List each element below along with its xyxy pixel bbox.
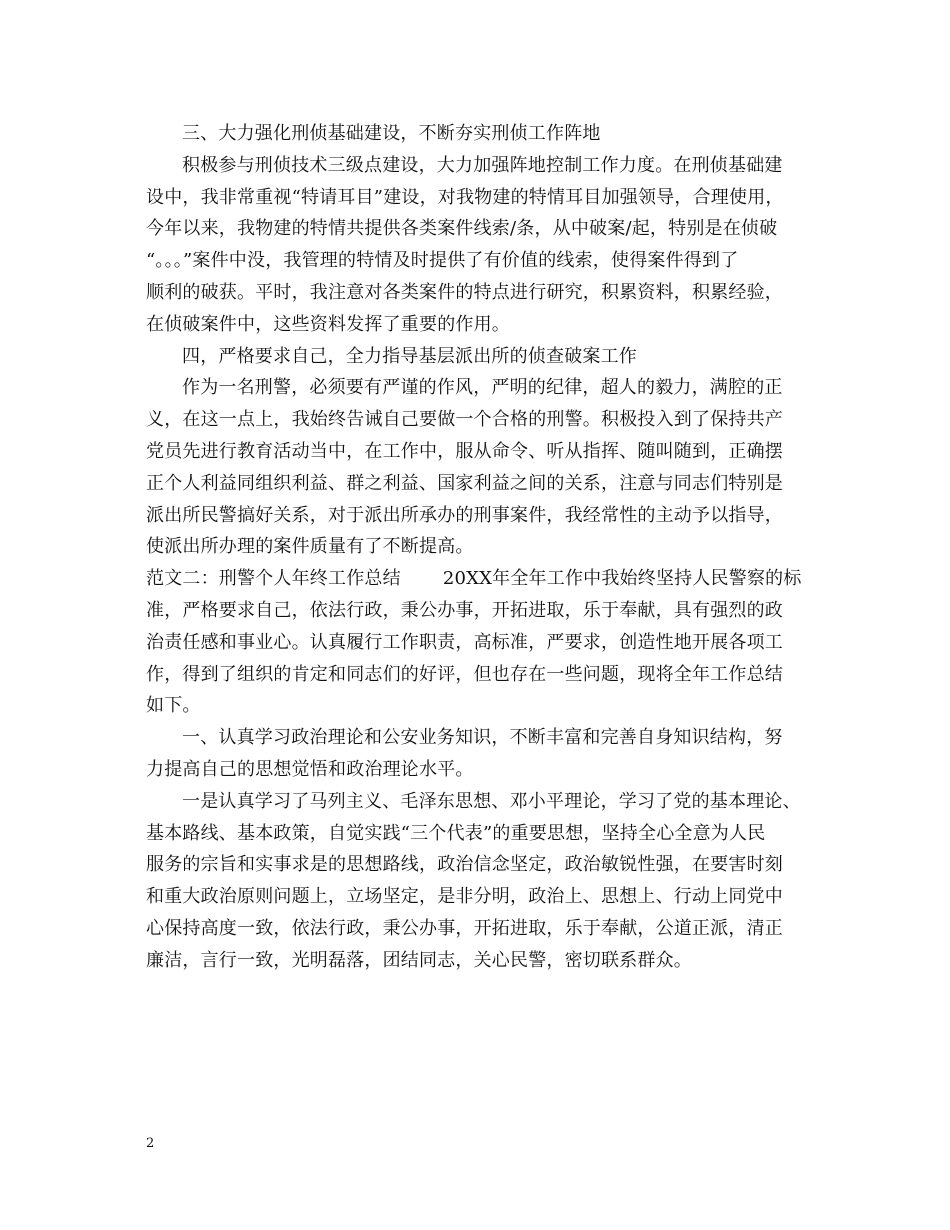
paragraph-line: 派出所民警搞好关系，对于派出所承办的刑事案件，我经常性的主动予以指导，	[146, 504, 783, 526]
paragraph-line: “。。。”案件中没，我管理的特情及时提供了有价值的线索，使得案件得到了	[146, 250, 739, 272]
sample-title: 范文二：刑警个人年终工作总结	[146, 568, 401, 590]
paragraph-line: 作，得到了组织的肯定和同志们的好评，但也存在一些问题，现将全年工作总结	[146, 663, 783, 685]
paragraph-line: 心保持高度一致，依法行政，秉公办事，开拓进取，乐于奉献，公道正派，清正	[146, 917, 783, 939]
paragraph-line: 义，在这一点上，我始终告诫自己要做一个合格的刑警。积极投入到了保持共产	[146, 409, 783, 431]
paragraph-line: 作为一名刑警，必须要有严谨的作风，严明的纪律，超人的毅力，满腔的正	[182, 377, 783, 399]
page-number: 2	[146, 1136, 155, 1151]
paragraph-line: 一是认真学习了马列主义、毛泽东思想、邓小平理论，学习了党的基本理论、	[182, 790, 801, 812]
paragraph-line: 顺利的破获。平时，我注意对各类案件的特点进行研究，积累资料，积累经验，	[146, 281, 783, 303]
paragraph-line: 今年以来，我物建的特情共提供各类案件线索/条，从中破案/起，特别是在侦破	[146, 218, 778, 240]
paragraph-line: 使派出所办理的案件质量有了不断提高。	[146, 536, 474, 558]
sample-title-line	[146, 563, 806, 595]
paragraph-line: 准，严格要求自己，依法行政，秉公办事，开拓进取，乐于奉献，具有强烈的政	[146, 599, 783, 621]
paragraph-line: 如下。	[146, 695, 201, 717]
document-body	[146, 118, 806, 977]
paragraph-line: 和重大政治原则问题上，立场坚定，是非分明，政治上、思想上、行动上同党中	[146, 886, 783, 908]
section-heading-one: 一、认真学习政治理论和公安业务知识，不断丰富和完善自身知识结构，努	[182, 727, 783, 749]
paragraph-line: 设中，我非常重视“特请耳目”建设，对我物建的特情耳目加强领导，合理使用，	[146, 186, 784, 208]
paragraph-line: 党员先进行教育活动当中，在工作中，服从命令、听从指挥、随叫随到，正确摆	[146, 440, 783, 462]
section-heading-three: 三、大力强化刑侦基础建设，不断夯实刑侦工作阵地	[182, 123, 601, 144]
paragraph-line: 基本路线、基本政策，自觉实践“三个代表”的重要思想，坚持全心全意为人民	[146, 822, 766, 844]
paragraph-line: 服务的宗旨和实事求是的思想路线，政治信念坚定，政治敏锐性强，在要害时刻	[146, 854, 783, 876]
sample-intro-start: 20XX年全年工作中我始终坚持人民警察的标	[442, 568, 802, 590]
paragraph-line: 积极参与刑侦技术三级点建设，大力加强阵地控制工作力度。在刑侦基础建	[182, 154, 783, 176]
paragraph-line: 在侦破案件中，这些资料发挥了重要的作用。	[146, 313, 510, 335]
paragraph-line: 廉洁，言行一致，光明磊落，团结同志，关心民警，密切联系群众。	[146, 949, 692, 971]
section-heading-four: 四，严格要求自己，全力指导基层派出所的侦查破案工作	[182, 345, 637, 367]
paragraph-line: 正个人利益同组织利益、群之利益、国家利益之间的关系，注意与同志们特别是	[146, 472, 783, 494]
paragraph-line: 治责任感和事业心。认真履行工作职责，高标准，严要求，创造性地开展各项工	[146, 631, 783, 653]
paragraph-line: 力提高自己的思想觉悟和政治理论水平。	[146, 758, 474, 780]
